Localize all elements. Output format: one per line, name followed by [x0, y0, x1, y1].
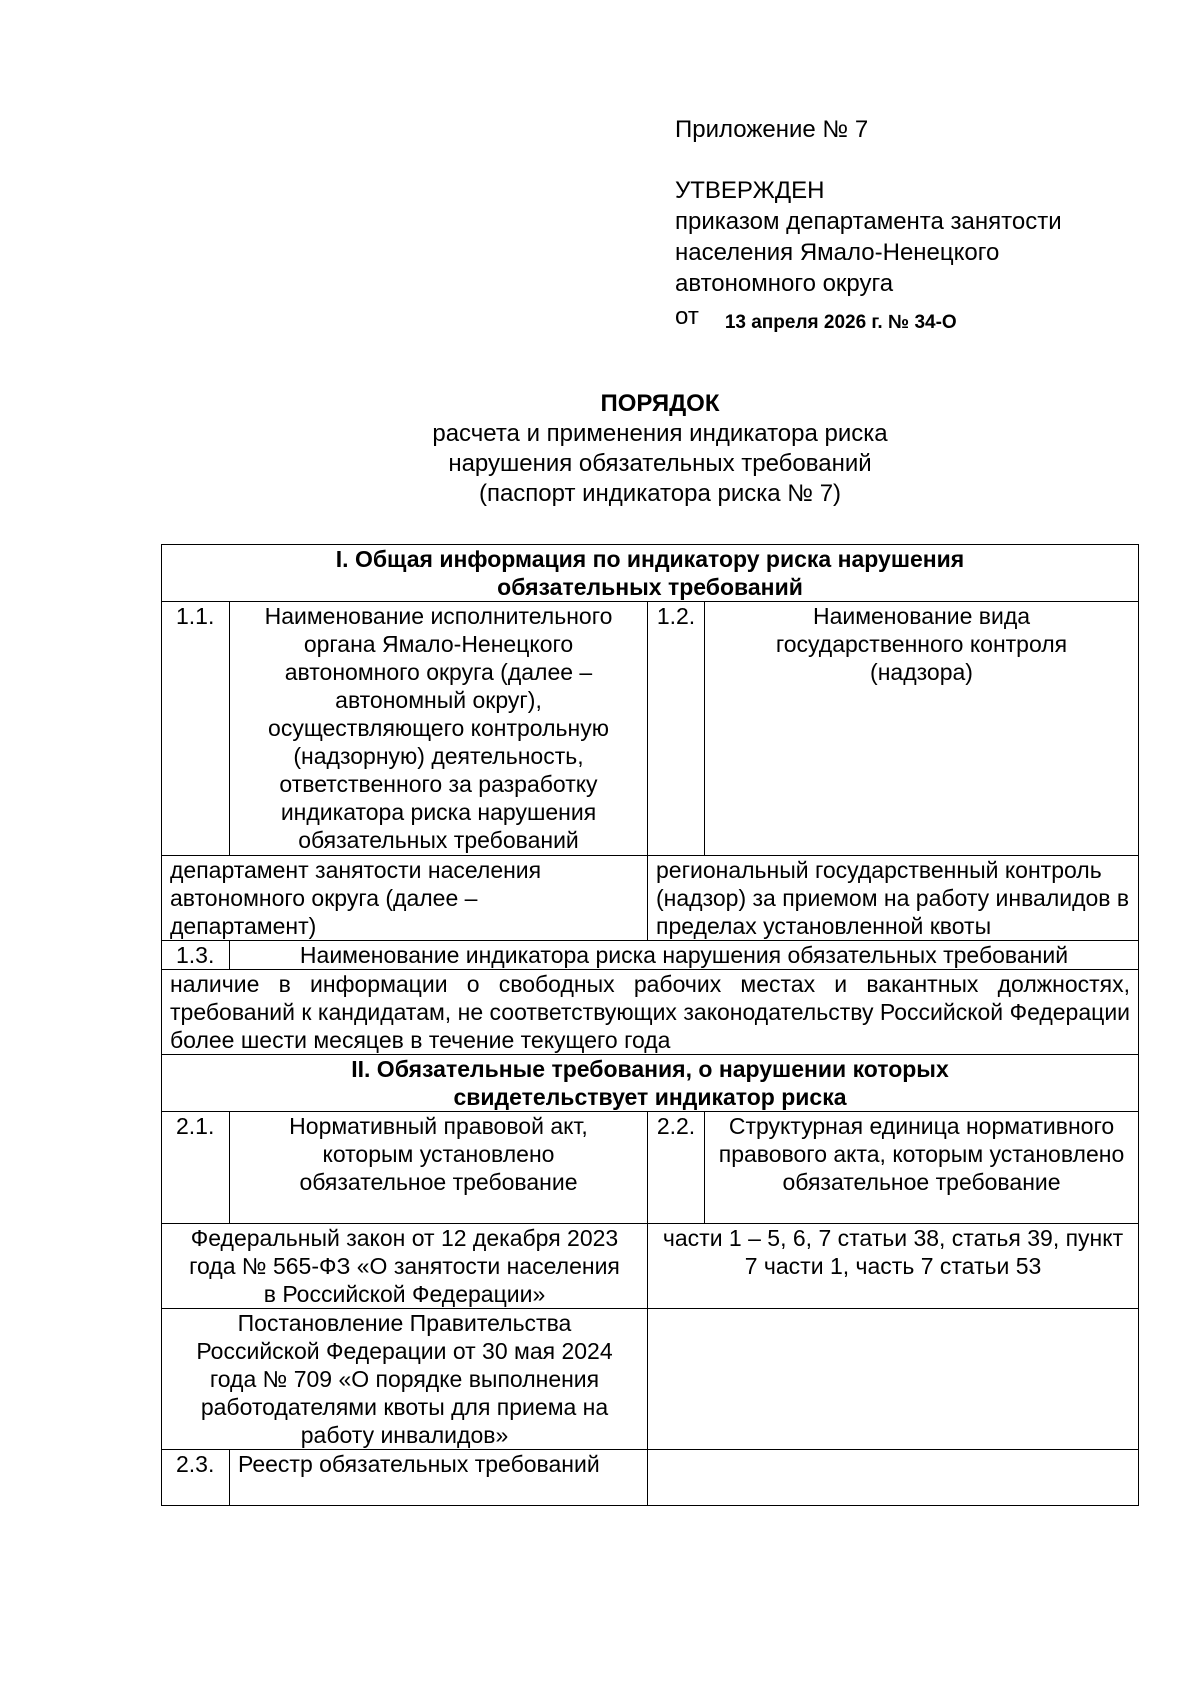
table-row [162, 856, 1139, 941]
item-number: 1.1. [162, 602, 230, 856]
order-date-number: 13 апреля 2026 г. № 34-О [724, 312, 957, 333]
header-requirements-registry: Реестр обязательных требований [230, 1450, 648, 1506]
header-control-type: Наименование вида государственного контроля (надзора) [705, 602, 1139, 856]
approved-label: УТВЕРЖДЕН [675, 177, 825, 204]
section-2-heading: II. Обязательные требования, о нарушении которых свидетельствует индикатор риска [162, 1055, 1139, 1112]
item-number: 1.3. [162, 941, 230, 970]
document-title [160, 389, 1160, 509]
item-number: 2.2. [648, 1112, 705, 1224]
item-number: 2.3. [162, 1450, 230, 1506]
value-authority: департамент занятости населения автономного округа (далее – департамент) [162, 856, 648, 941]
header-risk-indicator: Наименование индикатора риска нарушения обязательных требований [230, 941, 1139, 970]
section-1-heading: I. Общая информация по индикатору риска нарушения обязательных требований [162, 545, 1139, 602]
value-risk-indicator: наличие в информации о свободных рабочих местах и вакантных должностях, требований к кандидатам, не соответствующих законодательству Российской Федерации более шести месяцев в течение текущего года [162, 970, 1139, 1055]
table-row [162, 1309, 1139, 1450]
order-line-3: автономного округа [675, 270, 894, 297]
table-row [162, 1224, 1139, 1309]
appendix-label: Приложение № 7 [675, 116, 869, 143]
header-act-unit: Структурная единица нормативного правового акта, которым установлено обязательное требование [705, 1112, 1139, 1224]
order-date-row [675, 301, 1125, 334]
item-number: 2.1. [162, 1112, 230, 1224]
table-row [162, 970, 1139, 1055]
title-line-1: расчета и применения индикатора риска [432, 420, 888, 447]
value-control-type: региональный государственный контроль (надзор) за приемом на работу инвалидов в пределах установленной квоты [648, 856, 1139, 941]
table-row [162, 602, 1139, 856]
table-row [162, 1055, 1139, 1112]
header-authority: Наименование исполнительного органа Ямало-Ненецкого автономного округа (далее – автономный округ), осуществляющего контрольную (надзорную) деятельность, ответственного за разработку индикатора риска нарушения обязательных требований [230, 602, 648, 856]
order-line-1: приказом департамента занятости [675, 208, 1062, 235]
law-government-decree-parts [648, 1309, 1139, 1450]
table-row [162, 1112, 1139, 1224]
header-legal-act: Нормативный правовой акт, которым установлено обязательное требование [230, 1112, 648, 1224]
law-federal-parts: части 1 – 5, 6, 7 статьи 38, статья 39, пункт 7 части 1, часть 7 статьи 53 [648, 1224, 1139, 1309]
approval-block [675, 114, 1125, 334]
title-line-3: (паспорт индикатора риска № 7) [478, 480, 842, 507]
value-requirements-registry [648, 1450, 1139, 1506]
table-row [162, 941, 1139, 970]
table-row [162, 1450, 1139, 1506]
from-label: от [675, 303, 699, 330]
law-government-decree: Постановление Правительства Российской Федерации от 30 мая 2024 года № 709 «О порядке выполнения работодателями квоты для приема на работу инвалидов» [162, 1309, 648, 1450]
item-number: 1.2. [648, 602, 705, 856]
order-line-2: населения Ямало-Ненецкого [675, 239, 1000, 266]
title-main: ПОРЯДОК [600, 390, 720, 417]
law-federal: Федеральный закон от 12 декабря 2023 года № 565-ФЗ «О занятости населения в Российской Федерации» [162, 1224, 648, 1309]
passport-table [161, 544, 1139, 1506]
title-line-2: нарушения обязательных требований [448, 450, 872, 477]
table-row [162, 545, 1139, 602]
